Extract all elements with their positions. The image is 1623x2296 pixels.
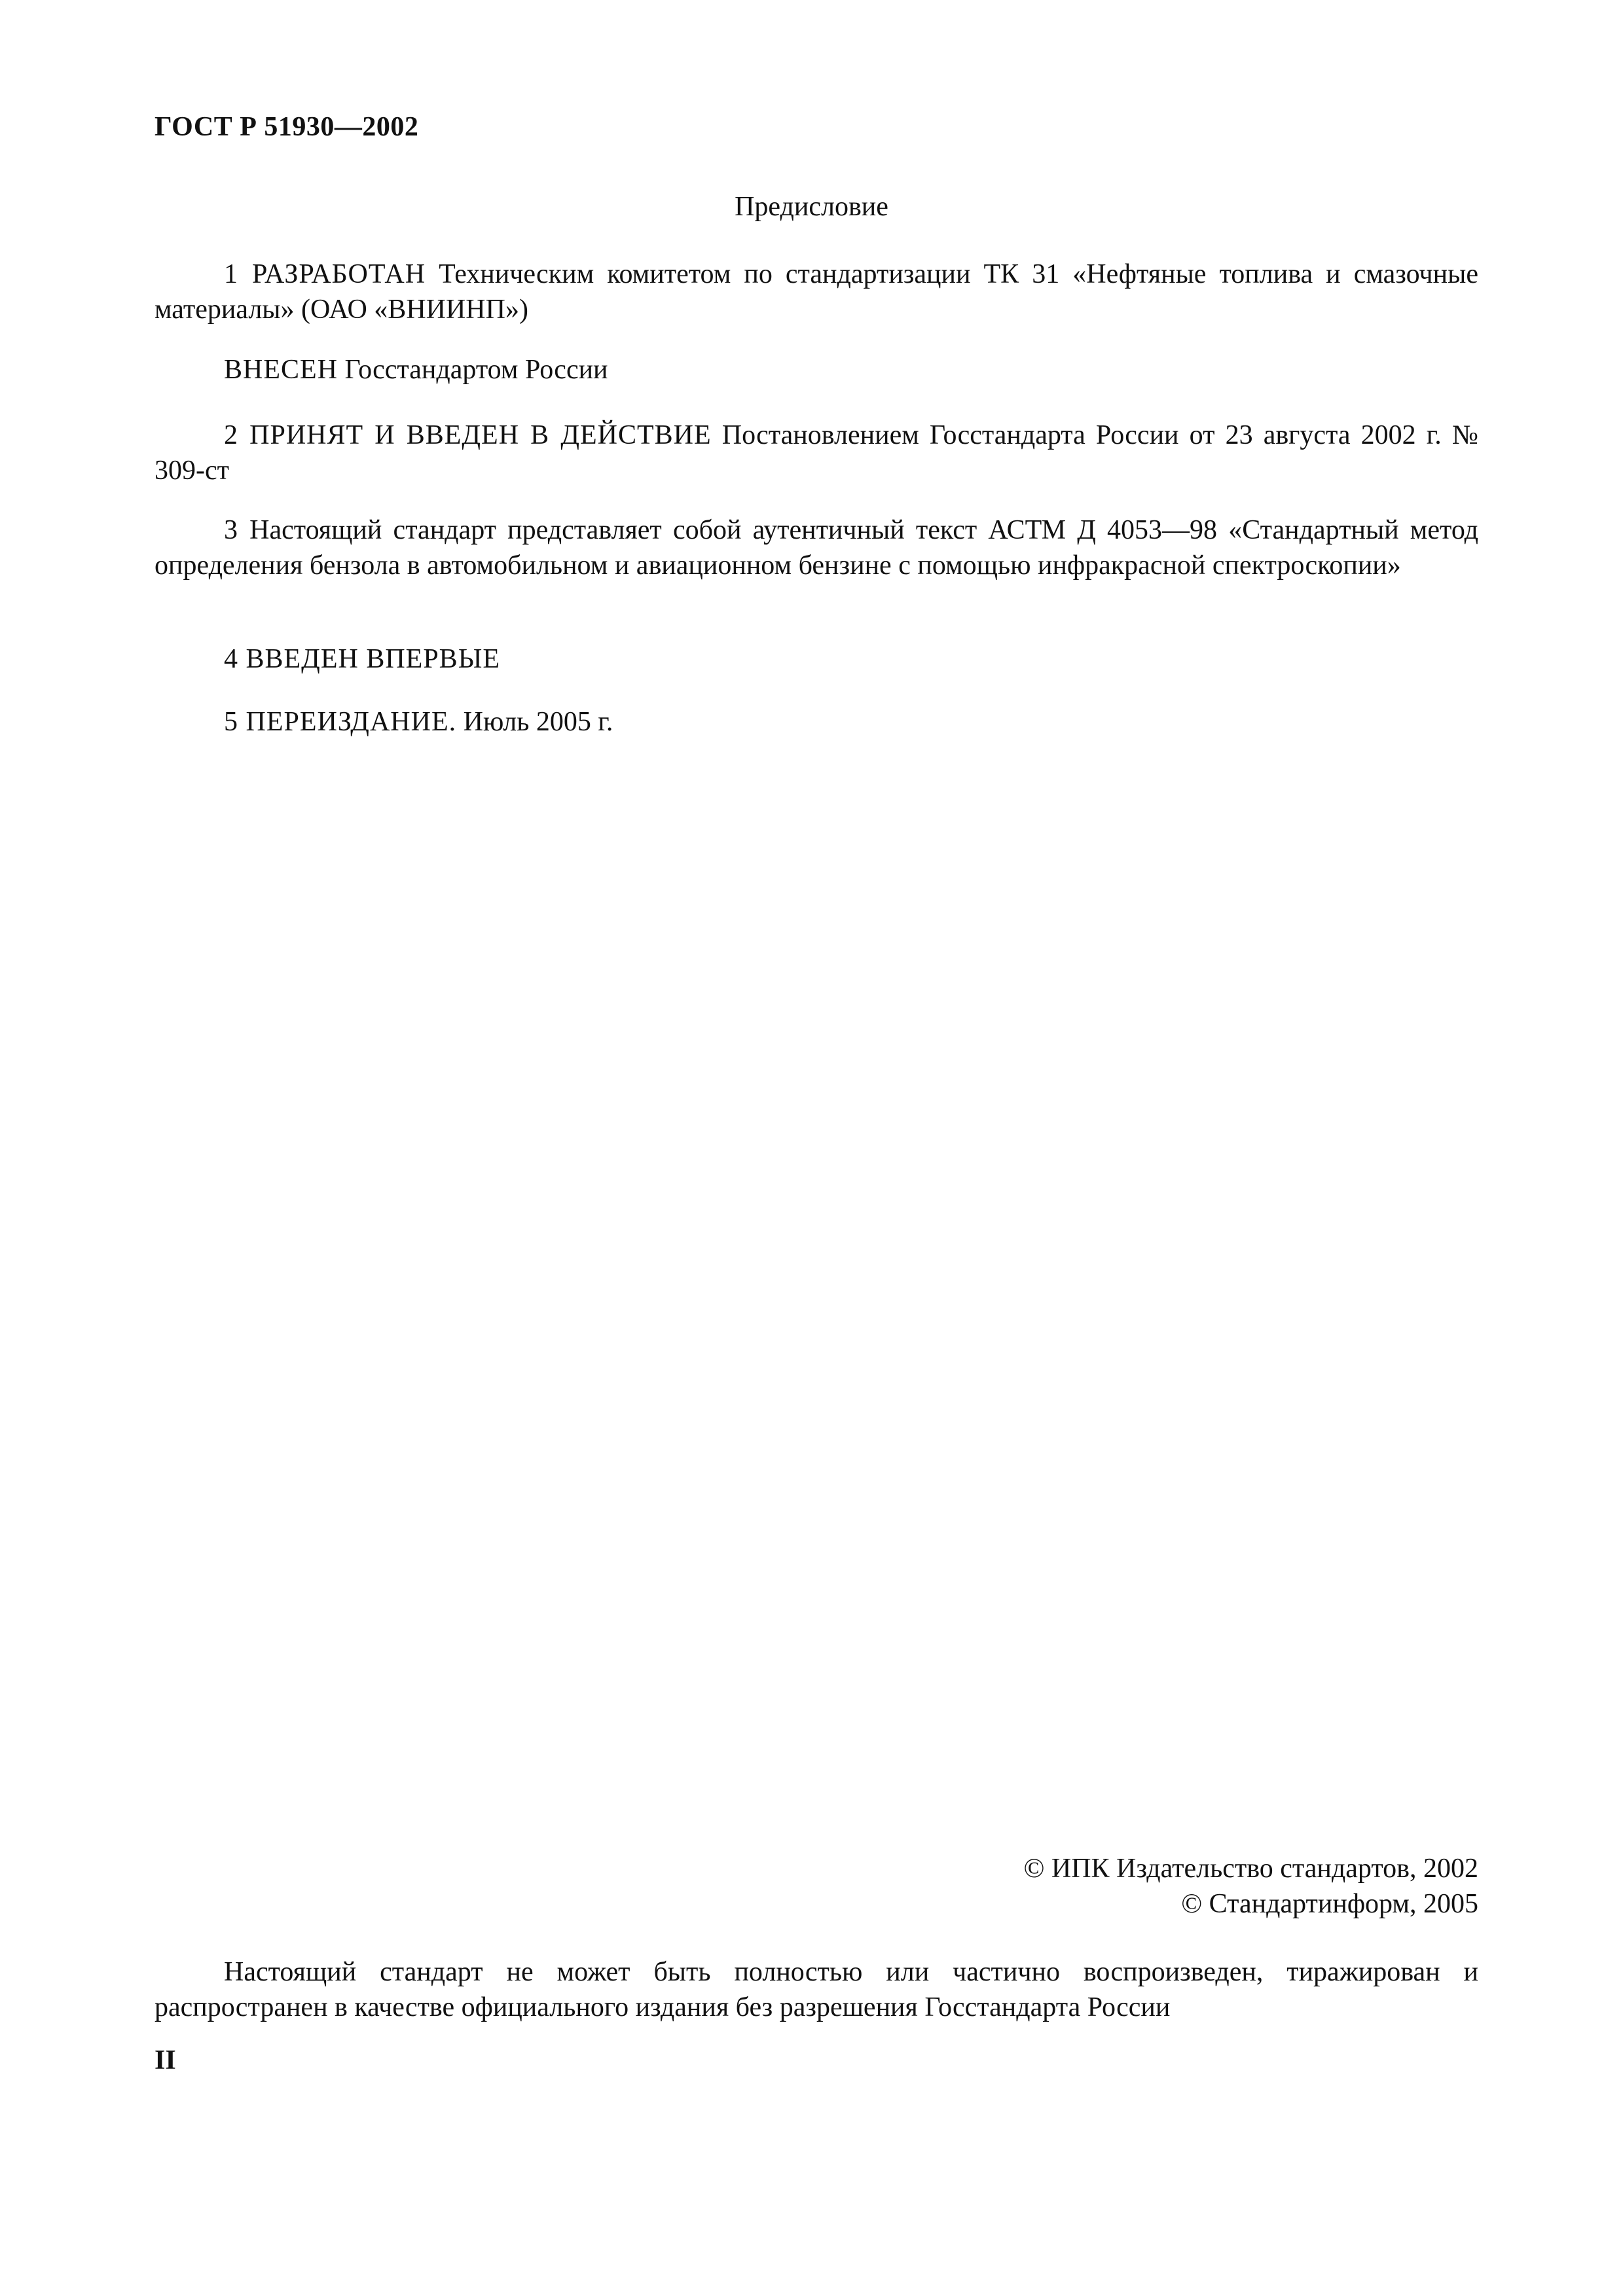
paragraph-text: Техническим комитетом по стандартизации ТК 31 «Нефтяные топлива и смазочные материалы» (ОАО «ВНИИНП»): [155, 259, 1479, 325]
paragraph-lead: 2 ПРИНЯТ И ВВЕДЕН В ДЕЙСТВИЕ: [224, 420, 712, 450]
paragraph-lead: 5 ПЕРЕИЗДАНИЕ.: [224, 707, 457, 737]
section-title: [0, 191, 1623, 223]
paragraph-text: Июль 2005 г.: [456, 707, 613, 737]
paragraph-submitted: [155, 352, 1478, 387]
page-number: II: [155, 2045, 176, 2075]
paragraph-lead: 4 ВВЕДЕН ВПЕРВЫЕ: [224, 644, 500, 674]
reproduction-notice: Настоящий стандарт не может быть полностью или частично воспроизведен, тиражирован и распространен в качестве официального издания без разрешения Госстандарта России: [155, 1957, 1478, 2022]
paragraph-text: Госстандартом России: [338, 355, 608, 385]
section-title-text: Предисловие: [735, 192, 888, 222]
paragraph-lead: ВНЕСЕН: [224, 355, 338, 385]
paragraph-developed: [155, 257, 1478, 327]
paragraph-text: Постановлением Госстандарта России от 23 августа 2002 г. № 309-ст: [155, 420, 1478, 486]
paragraph-text: Настоящий стандарт представляет собой аутентичный текст АСТМ Д 4053—98 «Стандартный метод определения бензола в автомобильном и авиационном бензине с помощью инфракрасной спектроскопии»: [155, 515, 1478, 581]
paragraph-lead: 3: [224, 515, 238, 545]
paragraph-reissue: [155, 704, 1478, 740]
paragraph-first-introduced: [155, 641, 1478, 677]
document-header: ГОСТ Р 51930—2002: [155, 112, 419, 142]
copyright-line: © Стандартинформ, 2005: [1181, 1889, 1478, 1919]
paragraph-adopted: [155, 418, 1478, 488]
copyright-line: © ИПК Издательство стандартов, 2002: [1023, 1854, 1478, 1884]
copyright-block: [1023, 1851, 1478, 1922]
paragraph-lead: 1 РАЗРАБОТАН: [224, 259, 426, 289]
paragraph-authentic-text: [155, 512, 1478, 583]
